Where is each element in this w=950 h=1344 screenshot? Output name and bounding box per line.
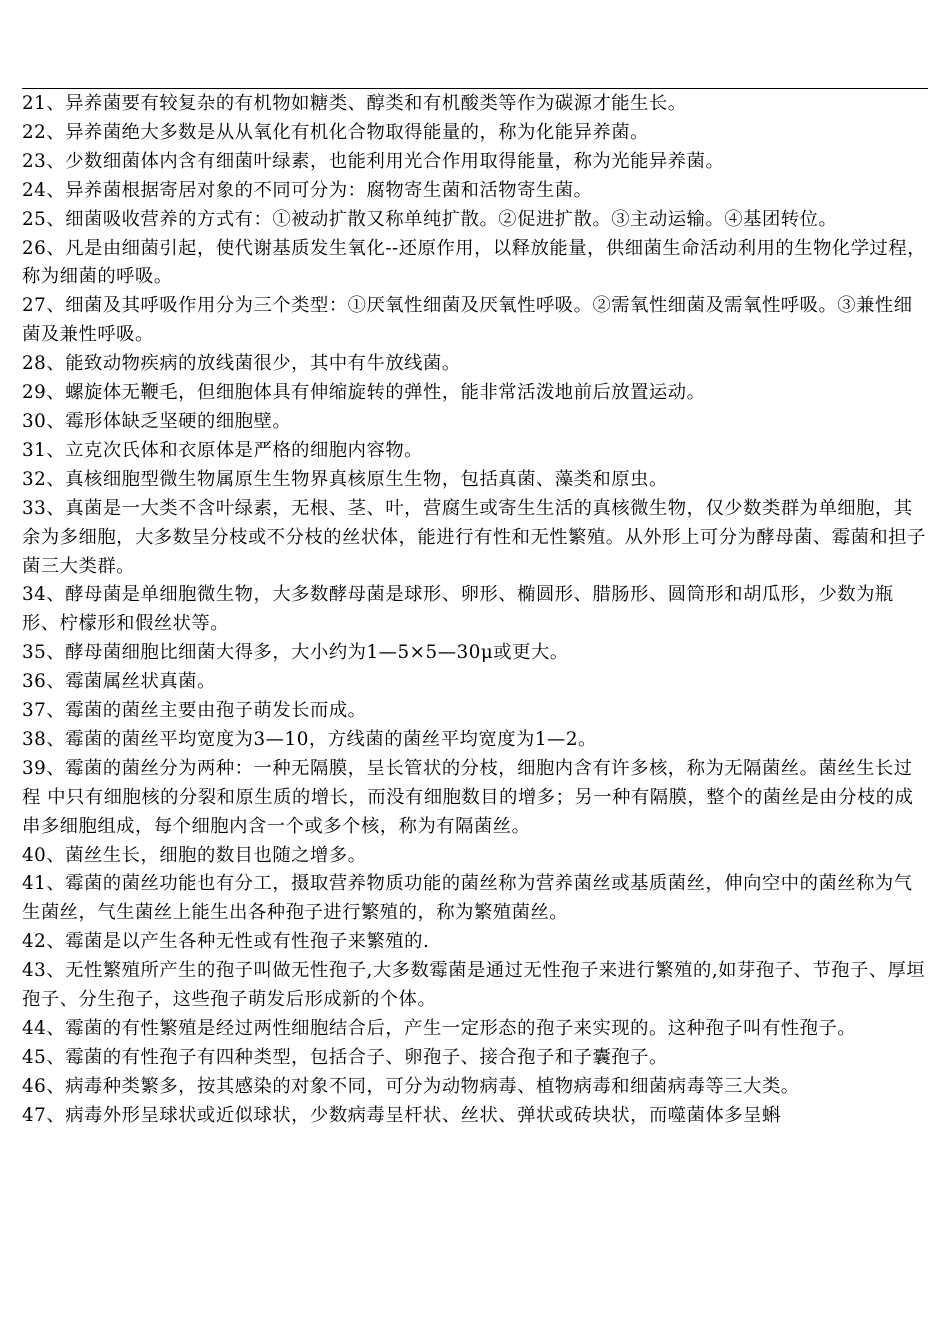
paragraph-34: 34、酵母菌是单细胞微生物，大多数酵母菌是球形、卵形、椭圆形、腊肠形、圆筒形和胡瓜形，少数为瓶形、柠檬形和假丝状等。 [22, 584, 894, 635]
paragraph-37: 37、霉菌的菌丝主要由孢子萌发长而成。 [22, 700, 367, 722]
paragraph-25: 25、细菌吸收营养的方式有：①被动扩散又称单纯扩散。②促进扩散。③主动运输。④基团转位。 [22, 208, 838, 230]
paragraph-35: 35、酵母菌细胞比细菌大得多，大小约为1—5×5—30μ或更大。 [22, 642, 569, 664]
paragraph-46: 46、病毒种类繁多，按其感染的对象不同，可分为动物病毒、植物病毒和细菌病毒等三大类。 [22, 1075, 800, 1097]
paragraph-42: 42、霉菌是以产生各种无性或有性孢子来繁殖的. [22, 931, 430, 953]
paragraph-40: 40、菌丝生长，细胞的数目也随之增多。 [22, 844, 367, 866]
paragraph-47: 47、病毒外形呈球状或近似球状，少数病毒呈杆状、丝状、弹状或砖块状，而噬菌体多呈蝌 [22, 1104, 781, 1126]
paragraph-44: 44、霉菌的有性繁殖是经过两性细胞结合后，产生一定形态的孢子来实现的。这种孢子叫有性孢子。 [22, 1018, 857, 1039]
header-rule [22, 88, 928, 89]
paragraph-22: 22、异养菌绝大多数是从从氧化有机化合物取得能量的，称为化能异养菌。 [22, 121, 649, 143]
paragraph-28: 28、能致动物疾病的放线菌很少，其中有牛放线菌。 [22, 353, 461, 375]
paragraph-23: 23、少数细菌体内含有细菌叶绿素，也能利用光合作用取得能量，称为光能异养菌。 [22, 150, 725, 172]
paragraph-45: 45、霉菌的有性孢子有四种类型，包括合子、卵孢子、接合孢子和子囊孢子。 [22, 1046, 668, 1068]
paragraph-21: 21、异养菌要有较复杂的有机物如糖类、醇类和有机酸类等作为碳源才能生长。 [22, 93, 687, 114]
paragraph-43: 43、无性繁殖所产生的孢子叫做无性孢子,大多数霉菌是通过无性孢子来进行繁殖的,如芽孢子、节孢子、厚垣孢子、分生孢子，这些孢子萌发后形成新的个体。 [22, 960, 926, 1011]
paragraph-31: 31、立克次氏体和衣原体是严格的细胞内容物。 [22, 439, 423, 461]
paragraph-38: 38、霉菌的菌丝平均宽度为3—10，方线菌的菌丝平均宽度为1—2。 [22, 728, 597, 750]
paragraph-27: 27、细菌及其呼吸作用分为三个类型：①厌氧性细菌及厌氧性呼吸。②需氧性细菌及需氧性呼吸。③兼性细菌及兼性呼吸。 [22, 295, 913, 346]
paragraph-33: 33、真菌是一大类不含叶绿素，无根、茎、叶，营腐生或寄生生活的真核微生物，仅少数类群为单细胞，其余为多细胞，大多数呈分枝或不分枝的丝状体，能进行有性和无性繁殖。从外形上可分为酵母菌、霉菌和担子菌三大类群。 [22, 497, 926, 577]
paragraph-26: 26、凡是由细菌引起，使代谢基质发生氧化--还原作用，以释放能量，供细菌生命活动利用的生物化学过程，称为细菌的呼吸。 [22, 237, 927, 288]
paragraph-41: 41、霉菌的菌丝功能也有分工，摄取营养物质功能的菌丝称为营养菌丝或基质菌丝，伸向空中的菌丝称为气生菌丝，气生菌丝上能生出各种孢子进行繁殖的，称为繁殖菌丝。 [22, 873, 913, 924]
paragraph-36: 36、霉菌属丝状真菌。 [22, 671, 216, 693]
paragraph-24: 24、异养菌根据寄居对象的不同可分为：腐物寄生菌和活物寄生菌。 [22, 179, 593, 201]
document-body [22, 90, 928, 1131]
paragraph-39: 39、霉菌的菌丝分为两种：一种无隔膜，呈长管状的分枝，细胞内含有许多核，称为无隔菌丝。菌丝生长过程 中只有细胞核的分裂和原生质的增长，而没有细胞数目的增多；另一种有隔膜，整个的菌丝是由分枝的成串多细胞组成，每个细胞内含一个或多个核，称为有隔菌丝。 [22, 757, 914, 837]
paragraph-30: 30、霉形体缺乏坚硬的细胞壁。 [22, 410, 292, 432]
paragraph-32: 32、真核细胞型微生物属原生生物界真核原生生物，包括真菌、藻类和原虫。 [22, 468, 668, 490]
paragraph-29: 29、螺旋体无鞭毛，但细胞体具有伸缩旋转的弹性，能非常活泼地前后放置运动。 [22, 382, 706, 404]
